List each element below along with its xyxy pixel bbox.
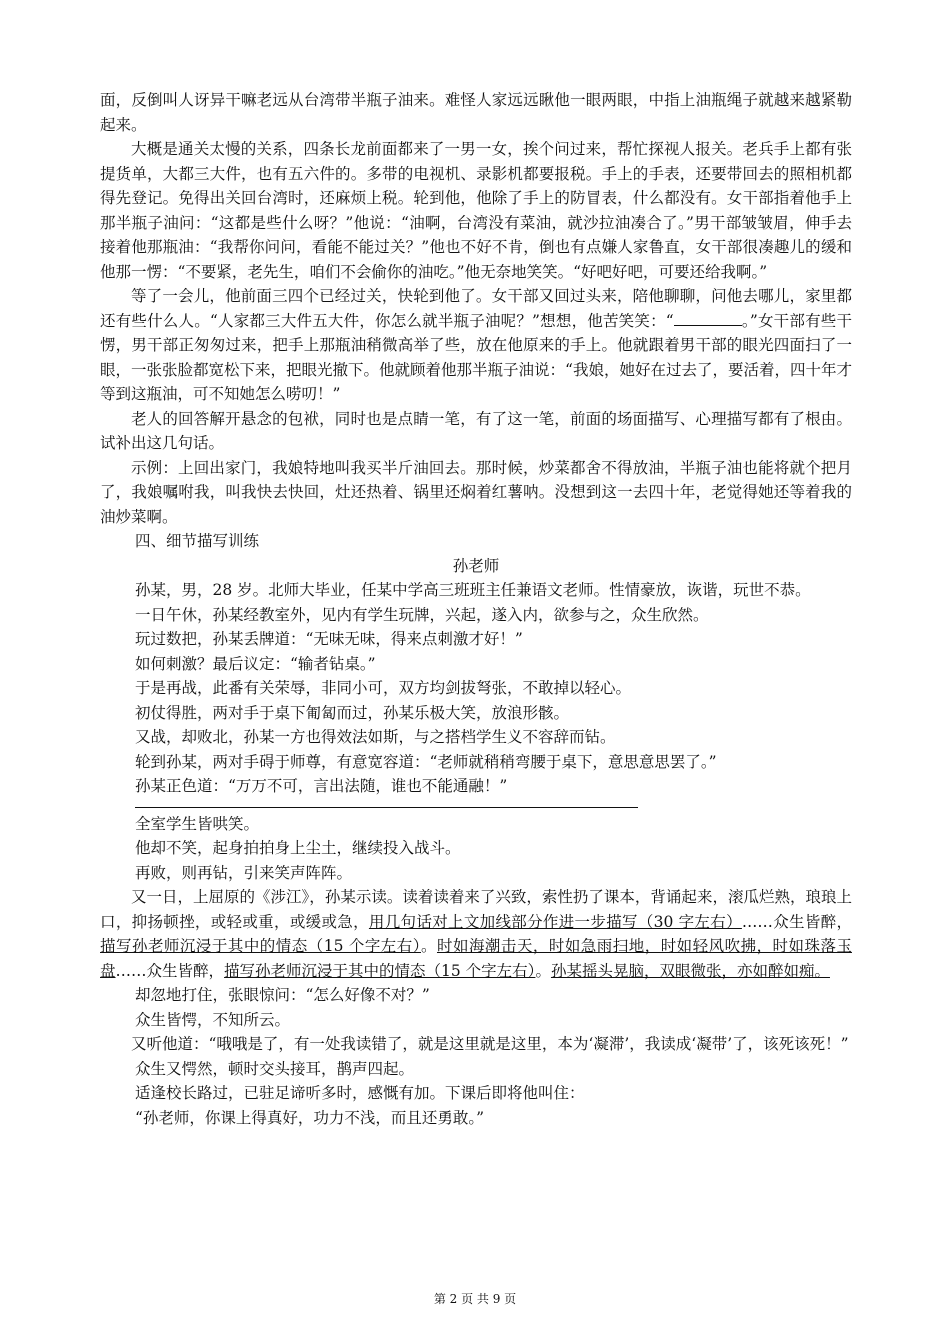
text: 。 — [535, 961, 551, 980]
story-line: 又战，却败北，孙某一方也得效法如斯，与之搭档学生义不容辞而钻。 — [135, 728, 616, 746]
paragraph: 老人的回答解开悬念的包袱，同时也是点睛一笔，有了这一笔，前面的场面描写、心理描写都有了根由。试补出这几句话。 — [100, 409, 852, 452]
story-line: 孙某正色道：“万万不可，言出法随，谁也不能通融！” — [135, 777, 508, 795]
story-line: 轮到孙某，两对手碍于师尊，有意宽容道：“老师就稍稍弯腰于桌下，意思意思罢了。” — [135, 752, 717, 771]
story-line: 众生又愕然，顿时交头接耳，鹊声四起。 — [135, 1059, 415, 1078]
text: ……众生皆醉， — [115, 961, 225, 980]
story-line: 适逢校长路过，已驻足谛听多时，感慨有加。下课后即将他叫住： — [135, 1084, 585, 1102]
story-line: 众生皆愕，不知所云。 — [135, 1010, 291, 1029]
page-footer: 第 2 页 共 9 页 — [433, 1292, 517, 1306]
story-line: 又听他道：“哦哦是了，有一处我读错了，就是这里就是这里，本为‘凝滞’，我读成‘凝带’了，该死该死！” — [131, 1035, 849, 1053]
text: 又一日，上屈原的《涉江》，孙某示读。读着读着来了兴致，索性扔了课本，背诵起来，滚瓜烂熟，琅琅上口，抑扬顿挫，或轻或重，或缓或急， — [100, 888, 852, 931]
paragraph: 面，反倒叫人讶异干嘛老远从台湾带半瓶子油来。难怪人家远远瞅他一眼两眼，中指上油瓶绳子就越来越紧勒起来。 — [100, 91, 852, 134]
example-paragraph: 示例：上回出家门，我娘特地叫我买半斤油回去。那时候，炒菜都舍不得放油，半瓶子油也能将就个把月了，我娘嘱咐我，叫我快去快回，灶还热着、锅里还焖着红薯呐。没想到这一去四十年，老觉得她还等着我的油炒菜啊。 — [100, 458, 852, 526]
story-line: 再败，则再钻，引来笑声阵阵。 — [135, 863, 353, 882]
story-line: “孙老师，你课上得真好，功力不浅，而且还勇敢。” — [135, 1108, 485, 1127]
answer-blank[interactable] — [674, 309, 742, 326]
text: ……众生皆醉， — [741, 912, 852, 931]
story-line: 他却不笑，起身拍拍身上尘土，继续投入战斗。 — [135, 839, 461, 857]
text: 等了一会儿，他前面三四个已经过关，快轮到他了。女干部又回过头来，陪他聊聊，问他去哪儿，家里都还有些什么人。“人家都三大件五大件，你怎么就半瓶子油呢？”想想，他苦笑笑：“ — [100, 287, 852, 330]
text: 。”女干部有些干愣，男干部正匆匆过来，把手上那瓶油稍微高举了些，放在他原来的手上。他就跟着男干部的眼光四面扫了一眼，一张张脸都宽松下来，把眼光撤下。他就顾着他那半瓶子油说：“我娘，她好在过去了，要活着，四十年才等到这瓶油，可不知她怎么唠叨！” — [100, 311, 852, 403]
story-line: 如何刺激？最后议定：“输者钻桌。” — [135, 654, 376, 673]
story-line: 全室学生皆哄笑。 — [135, 814, 260, 833]
paragraph — [100, 284, 852, 407]
story-line: 初仗得胜，两对手于桌下匍匐而过，孙某乐极大笑，放浪形骸。 — [135, 703, 570, 722]
story-paragraph — [100, 885, 852, 983]
text: 。 — [421, 937, 437, 955]
underlined-instruction: 用几句话对上文加线部分作进一步描写（30 字左右） — [368, 912, 742, 931]
story-line: 玩过数把，孙某丢牌道：“无味无味，得来点刺激才好！” — [135, 630, 523, 648]
story-line: 却忽地打住，张眼惊问：“怎么好像不对？” — [135, 986, 430, 1004]
section-heading: 四、细节描写训练 — [135, 532, 260, 550]
document-body — [100, 88, 852, 1130]
answer-line[interactable] — [135, 807, 638, 808]
story-line: 一日午休，孙某经教室外，见内有学生玩牌，兴起，遂入内，欲参与之，众生欣然。 — [135, 605, 709, 624]
underlined-instruction: 描写孙老师沉浸于其中的情态（15 个字左右） — [224, 961, 536, 980]
underlined-instruction: 描写孙老师沉浸于其中的情态（15 个字左右） — [100, 937, 421, 955]
underlined-text: 时如海潮击天，时如急雨扫地，时如轻风吹拂，时如珠落玉盘 — [100, 937, 852, 980]
story-line: 孙某，男，28 岁。北师大毕业，任某中学高三班班主任兼语文老师。性情豪放，诙谐，玩世不恭。 — [135, 581, 811, 599]
story-line: 于是再战，此番有关荣辱，非同小可，双方均剑拔弩张，不敢掉以轻心。 — [135, 679, 632, 697]
paragraph: 大概是通关太慢的关系，四条长龙前面都来了一男一女，挨个问过来，帮忙探视人报关。老兵手上都有张提货单，大都三大件，也有五六件的。多带的电视机、录影机都要报税。手上的手表，还要带回去的照相机都得先登记。免得出关回台湾时，还麻烦上税。轮到他，他除了手上的防冒表，什么都没有。女干部指着他手上那半瓶子油问：“这都是些什么呀？”他说：“油啊，台湾没有菜油，就沙拉油凑合了。”男干部皱皱眉，伸手去接着他那瓶油：“我帮你问问，看能不能过关？”他也不好不肯，倒也有点嫌人家鲁直，女干部很凑趣儿的缓和他那一愣：“不要紧，老先生，咱们不会偷你的油吃。”他无奈地笑笑。“好吧好吧，可要还给我啊。” — [100, 140, 852, 281]
story-title: 孙老师 — [452, 556, 500, 575]
underlined-text: 孙某摇头晃脑，双眼微张，亦如醉如痴。 — [550, 961, 830, 980]
